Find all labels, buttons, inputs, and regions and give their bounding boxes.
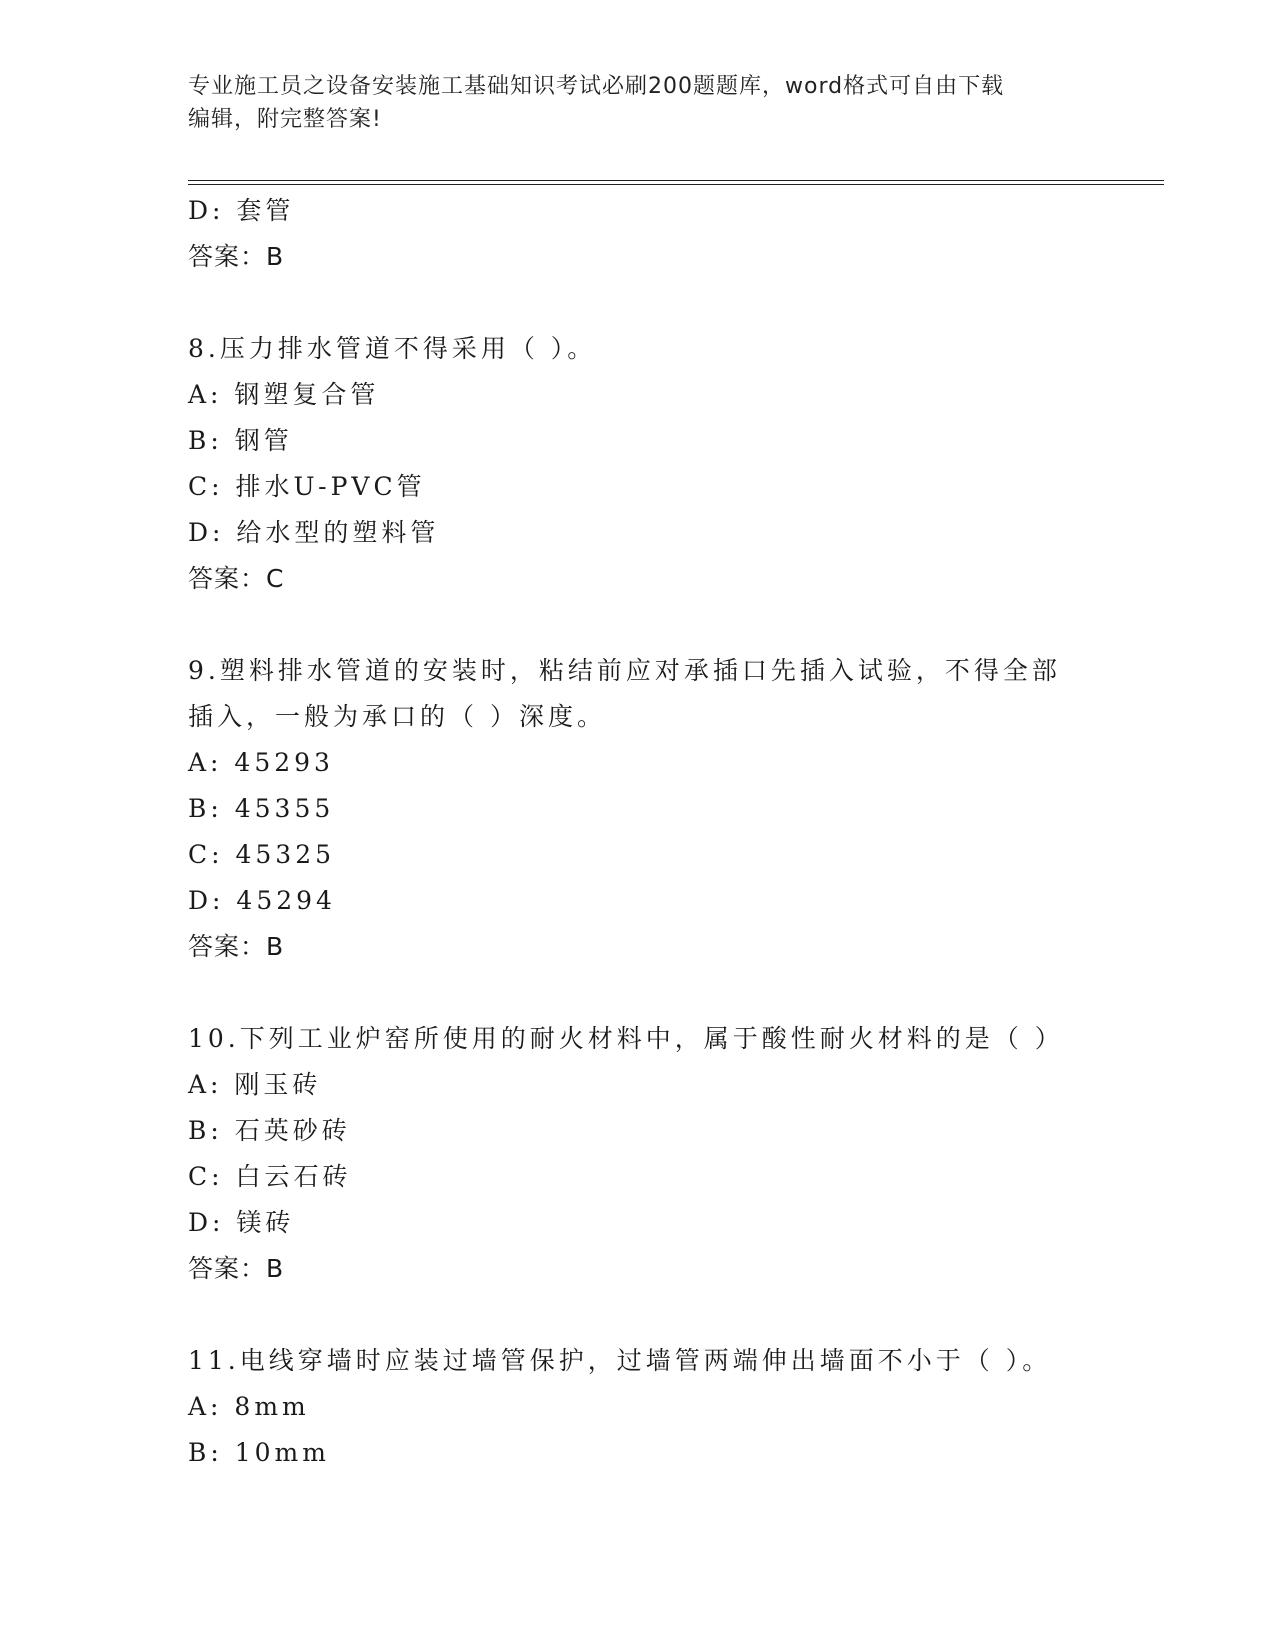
header-title-line-2: 编辑，附完整答案!: [188, 107, 382, 132]
option-a: A: 8mm: [188, 1392, 310, 1421]
option-b: B: 10mm: [188, 1438, 330, 1467]
question-stem: 9.塑料排水管道的安装时，粘结前应对承插口先插入试验，不得全部: [188, 656, 1061, 685]
option-b: B: 石英砂砖: [188, 1116, 351, 1145]
option-d: D: 给水型的塑料管: [188, 518, 440, 547]
header-divider-top: [188, 180, 1164, 181]
option-d: D: 套管: [188, 196, 295, 225]
spacer: [188, 1292, 1164, 1338]
question-stem: 8.压力排水管道不得采用（ ）。: [188, 334, 597, 363]
answer: 答案：B: [188, 932, 285, 961]
option-b: B: 45355: [188, 794, 335, 823]
header-divider-bottom: [188, 184, 1164, 185]
spacer: [188, 280, 1164, 326]
option-d: D: 镁砖: [188, 1208, 295, 1237]
question-11: [188, 1338, 1164, 1476]
header-title-line-1: 专业施工员之设备安装施工基础知识考试必刷200题题库，word格式可自由下载: [188, 74, 1005, 99]
answer: 答案：B: [188, 1254, 285, 1283]
option-c: C: 45325: [188, 840, 336, 869]
option-c: C: 排水U-PVC管: [188, 472, 426, 501]
question-list: [188, 188, 1164, 1476]
option-d: D: 45294: [188, 886, 336, 915]
option-b: B: 钢管: [188, 426, 293, 455]
question-stem-continued: 插入，一般为承口的（ ）深度。: [188, 702, 606, 731]
spacer: [188, 970, 1164, 1016]
option-a: A: 45293: [188, 748, 334, 777]
answer: 答案：B: [188, 242, 285, 271]
question-stem: 10.下列工业炉窑所使用的耐火材料中，属于酸性耐火材料的是（ ）: [188, 1024, 1064, 1053]
question-fragment: [188, 188, 1164, 280]
question-stem: 11.电线穿墙时应装过墙管保护，过墙管两端伸出墙面不小于（ ）。: [188, 1346, 1052, 1375]
question-10: [188, 1016, 1164, 1292]
question-9: [188, 648, 1164, 970]
document-header: [188, 70, 1088, 136]
option-c: C: 白云石砖: [188, 1162, 352, 1191]
answer: 答案：C: [188, 564, 285, 593]
spacer: [188, 602, 1164, 648]
option-a: A: 刚玉砖: [188, 1070, 322, 1099]
option-a: A: 钢塑复合管: [188, 380, 380, 409]
question-8: [188, 326, 1164, 602]
